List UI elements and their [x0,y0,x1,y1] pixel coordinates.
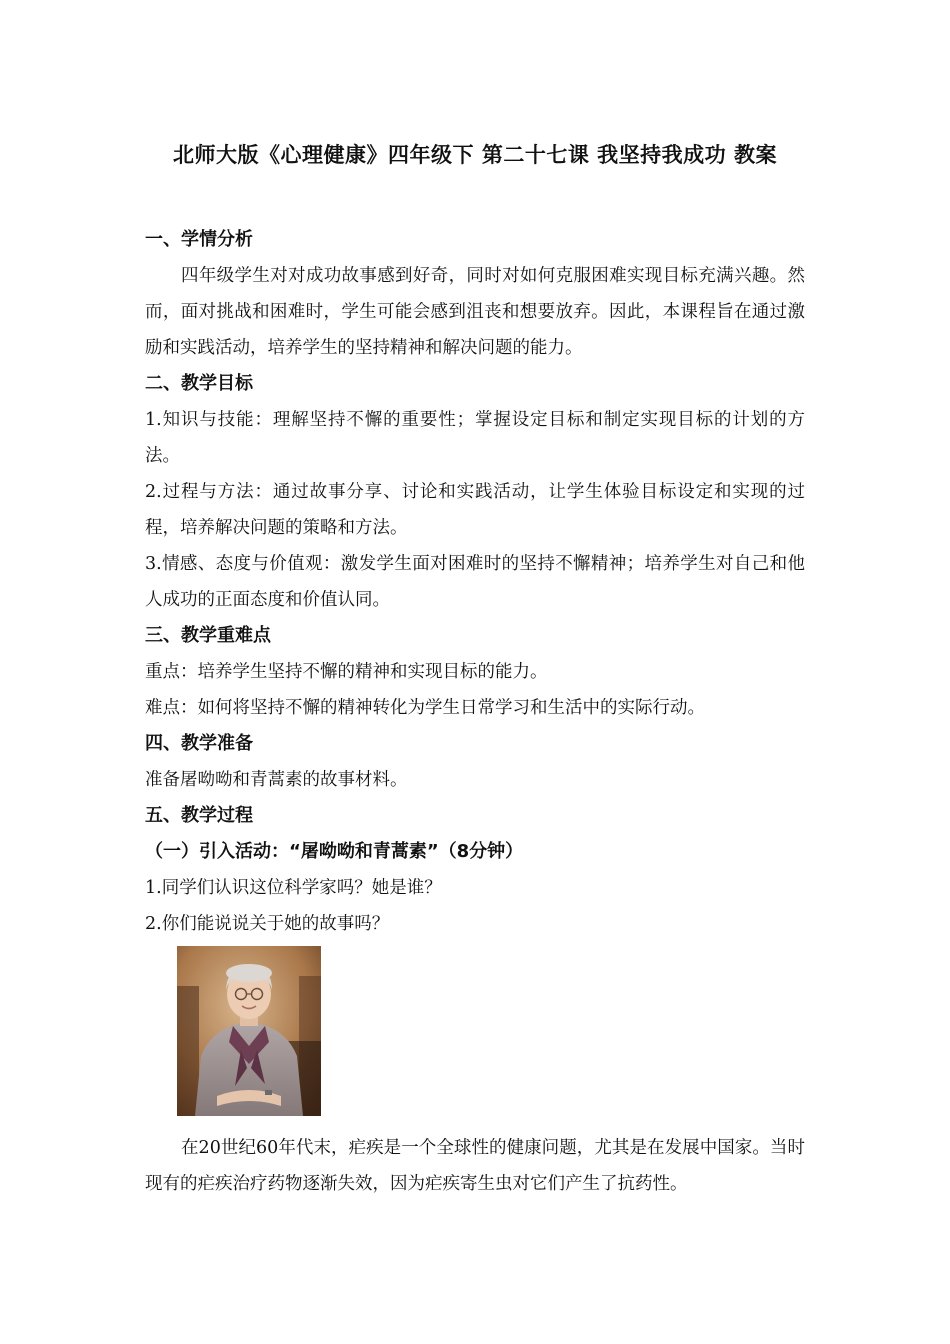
section-heading-process: 五、教学过程 [145,805,253,826]
subsection-heading-intro-activity: （一）引入活动：“屠呦呦和青蒿素”（8分钟） [145,841,524,862]
question-item: 2.你们能说说关于她的故事吗？ [145,914,390,934]
question-item: 1.同学们认识这位科学家吗？她是谁？ [145,878,442,898]
key-point-item: 重点：培养学生坚持不懈的精神和实现目标的能力。 [145,662,548,682]
objective-item-process: 2.过程与方法：通过故事分享、讨论和实践活动，让学生体验目标设定和实现的过程，培养解决问题的策略和方法。 [145,482,805,538]
section-heading-key-points: 三、教学重难点 [145,625,271,646]
document-body [145,222,805,1202]
difficult-point-item: 难点：如何将坚持不懈的精神转化为学生日常学习和生活中的实际行动。 [145,698,705,718]
section-heading-objectives: 二、教学目标 [145,373,253,394]
objective-item-knowledge: 1.知识与技能：理解坚持不懈的重要性；掌握设定目标和制定实现目标的计划的方法。 [145,410,805,466]
objective-item-values: 3.情感、态度与价值观：激发学生面对困难时的坚持不懈精神；培养学生对自己和他人成功的正面态度和价值认同。 [145,554,805,610]
preparation-paragraph: 准备屠呦呦和青蒿素的故事材料。 [145,770,408,790]
portrait-photo-container [145,942,805,1124]
section-heading-analysis: 一、学情分析 [145,229,253,250]
analysis-paragraph: 四年级学生对对成功故事感到好奇，同时对如何克服困难实现目标充满兴趣。然而，面对挑战和困难时，学生可能会感到沮丧和想要放弃。因此，本课程旨在通过激励和实践活动，培养学生的坚持精神和解决问题的能力。 [145,266,805,358]
story-paragraph: 在20世纪60年代末，疟疾是一个全球性的健康问题，尤其是在发展中国家。当时现有的疟疾治疗药物逐渐失效，因为疟疾寄生虫对它们产生了抗药性。 [145,1138,805,1194]
section-heading-preparation: 四、教学准备 [145,733,253,754]
document-title: 北师大版《心理健康》四年级下 第二十七课 我坚持我成功 教案 [173,143,777,167]
scientist-portrait-image [177,946,321,1116]
